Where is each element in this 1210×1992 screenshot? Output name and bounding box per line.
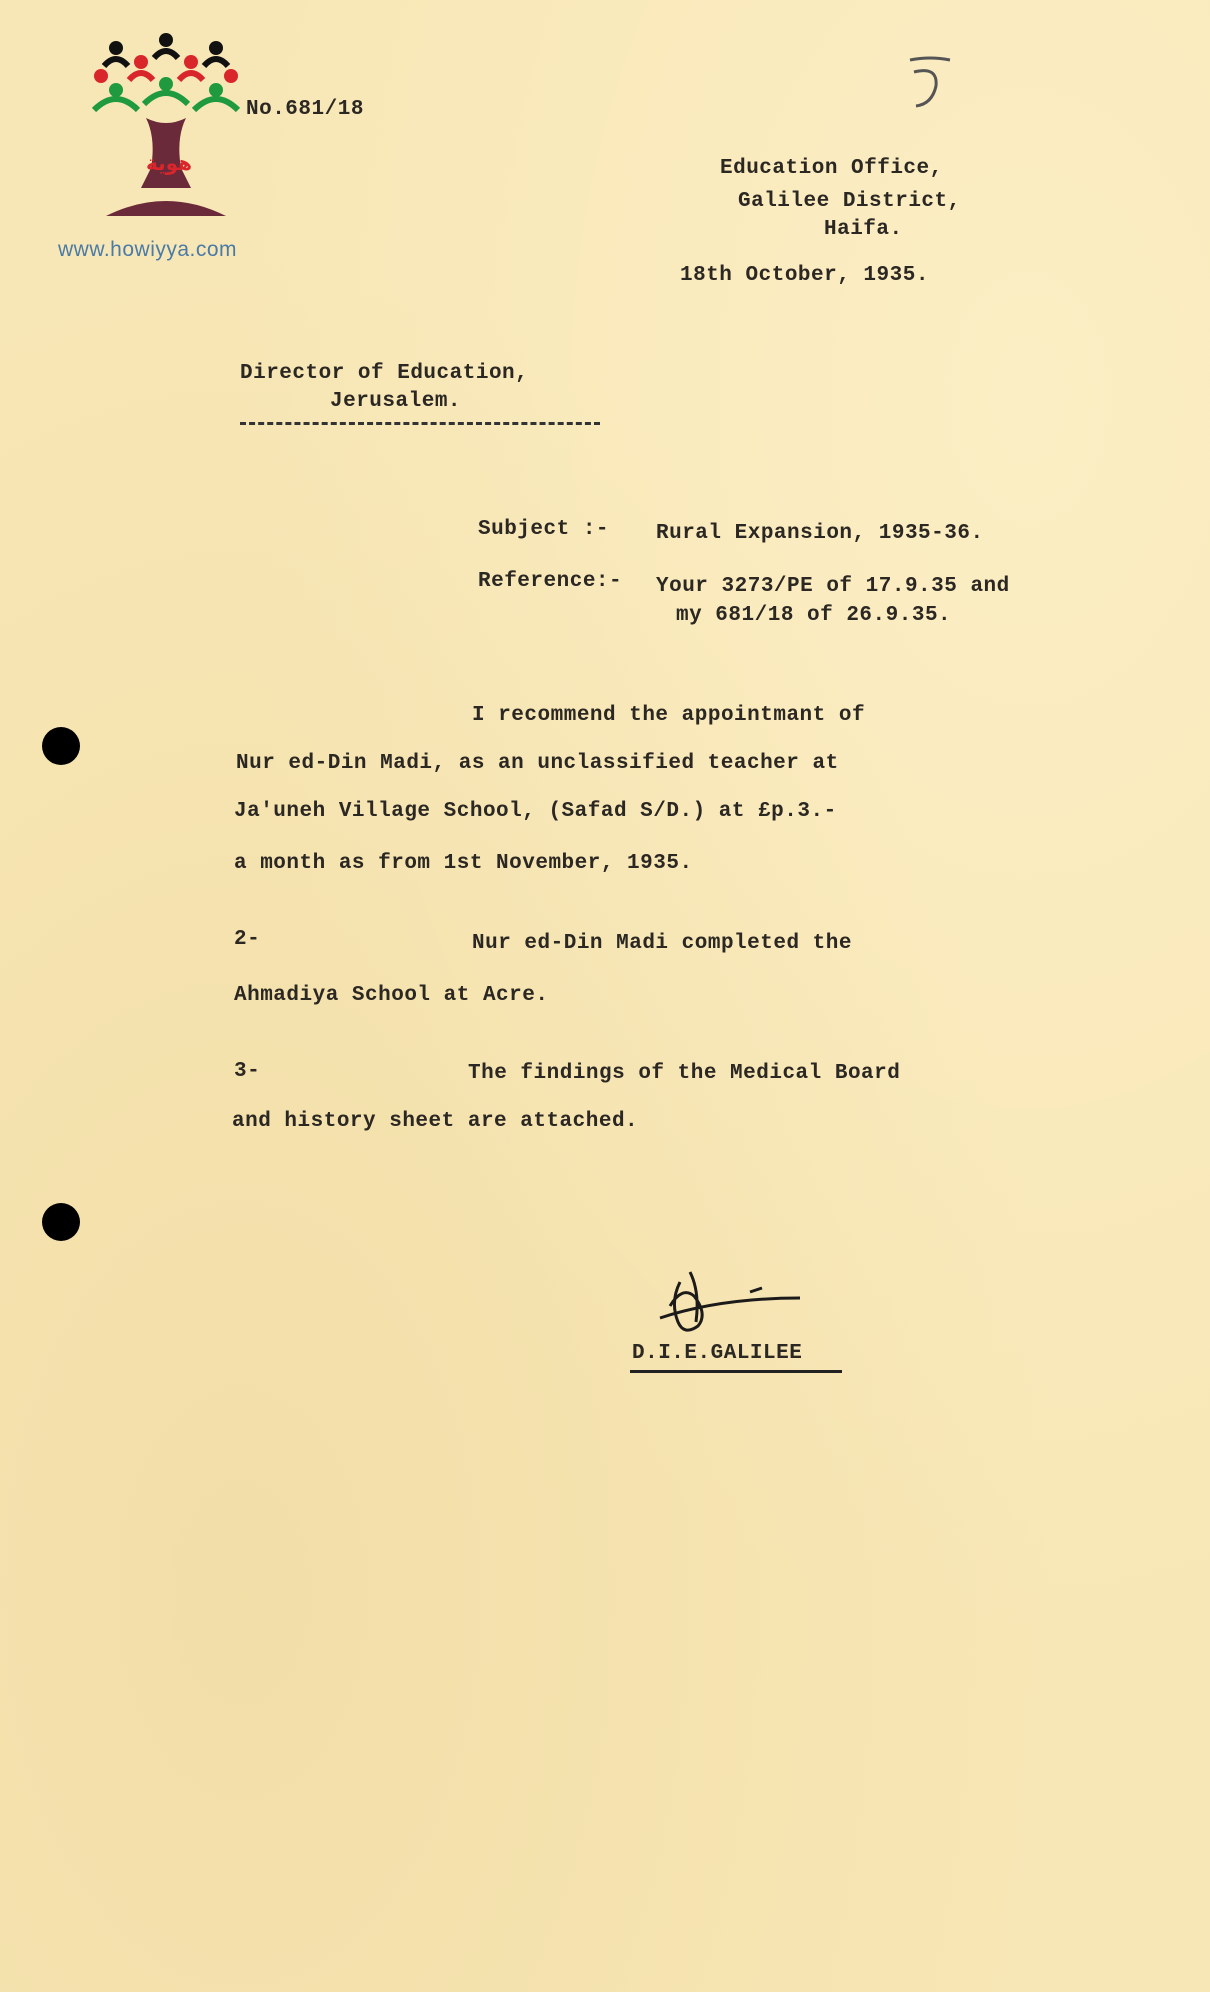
file-number: No.681/18 (246, 98, 364, 121)
paragraph-2-number: 2- (234, 928, 261, 951)
body-p1-line-2: Nur ed-Din Madi, as an unclassified teacher at (236, 752, 839, 775)
body-p2-line-2: Ahmadiya School at Acre. (234, 984, 549, 1007)
underline-dashes (240, 422, 600, 425)
body-p3-line-2: and history sheet are attached. (232, 1110, 639, 1133)
reference-label: Reference:- (478, 570, 623, 593)
body-p2-line-1: Nur ed-Din Madi completed the (472, 932, 852, 955)
addressee-city: Jerusalem. (330, 390, 462, 413)
punch-hole (42, 1203, 80, 1241)
howiyya-logo (86, 28, 246, 228)
body-p1-line-4: a month as from 1st November, 1935. (234, 852, 693, 875)
body-p1-line-1: I recommend the appointmant of (472, 704, 866, 727)
page-number-mark (900, 54, 960, 114)
paragraph-3-number: 3- (234, 1060, 261, 1083)
body-p3-line-1: The findings of the Medical Board (468, 1062, 901, 1085)
signature-block: D.I.E.GALILEE (632, 1342, 803, 1365)
body-p1-line-3: Ja'uneh Village School, (Safad S/D.) at £p.3.- (234, 800, 837, 823)
subject-label: Subject :- (478, 518, 610, 541)
punch-hole (42, 727, 80, 765)
office-name: Education Office, (720, 157, 943, 180)
reference-line-1: Your 3273/PE of 17.9.35 and (656, 575, 1010, 598)
addressee-title: Director of Education, (240, 362, 529, 385)
svg-text:هوية: هوية (146, 151, 193, 175)
signature-underline (630, 1370, 842, 1373)
district-name: Galilee District, (738, 190, 961, 213)
letter-date: 18th October, 1935. (680, 264, 929, 287)
reference-line-2: my 681/18 of 26.9.35. (676, 604, 952, 627)
subject-text: Rural Expansion, 1935-36. (656, 522, 984, 545)
website-label: www.howiyya.com (58, 238, 238, 261)
city-name: Haifa. (824, 218, 903, 241)
